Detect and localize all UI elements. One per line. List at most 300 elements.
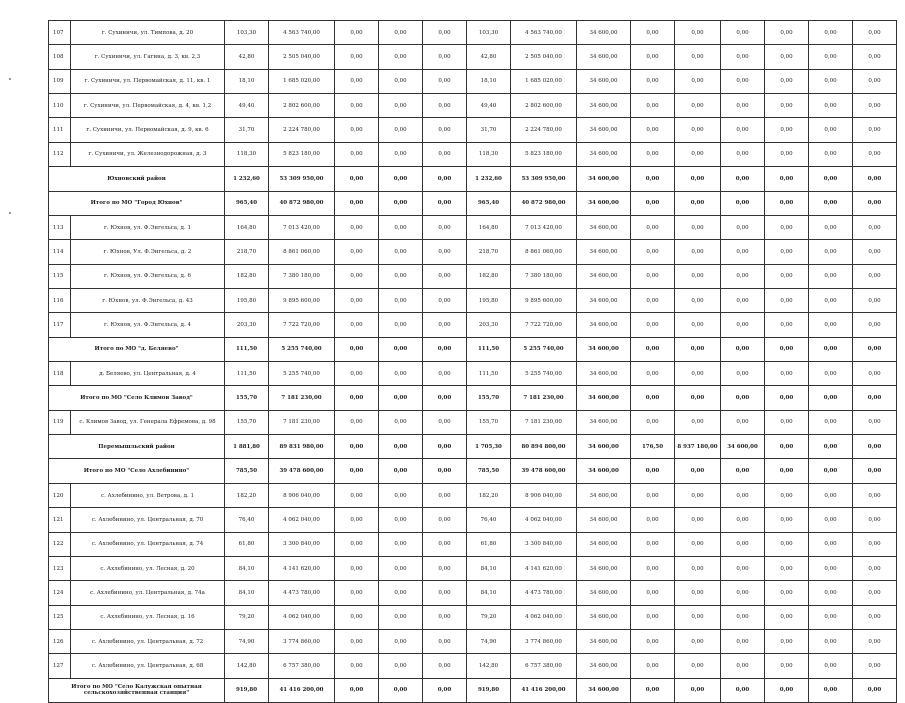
value-cell-v1: 0,00 [335, 215, 379, 239]
value-cell-v9: 0,00 [853, 288, 897, 312]
value-cell-v7: 0,00 [765, 605, 809, 629]
value-cell-v3: 0,00 [423, 167, 467, 191]
value-cell-v4: 0,00 [631, 21, 675, 45]
subtotal-label: Итого по МО "Село Калужская опытная сельскохозяйственная станция" [49, 678, 225, 702]
value-cell-price: 34 600,00 [577, 386, 631, 410]
value-cell-v6: 0,00 [721, 313, 765, 337]
address-cell: г. Юхнов, ул. Ф.Энгельса, д. 43 [71, 288, 225, 312]
value-cell-area2: 1 705,30 [467, 435, 511, 459]
value-cell-v4: 0,00 [631, 337, 675, 361]
value-cell-v5: 0,00 [675, 118, 721, 142]
value-cell-price: 34 600,00 [577, 410, 631, 434]
scan-speck [9, 212, 11, 214]
value-cell-cost: 7 380 180,00 [269, 264, 335, 288]
value-cell-area: 76,40 [225, 508, 269, 532]
value-cell-v2: 0,00 [379, 264, 423, 288]
value-cell-v1: 0,00 [335, 483, 379, 507]
value-cell-v3: 0,00 [423, 435, 467, 459]
value-cell-v6: 0,00 [721, 240, 765, 264]
value-cell-cost: 2 224 780,00 [269, 118, 335, 142]
value-cell-v1: 0,00 [335, 21, 379, 45]
value-cell-v3: 0,00 [423, 386, 467, 410]
value-cell-area2: 111,50 [467, 337, 511, 361]
value-cell-v7: 0,00 [765, 191, 809, 215]
value-cell-v3: 0,00 [423, 337, 467, 361]
address-cell: г. Сухиничи, ул. Гагина, д. 3, кв. 2,3 [71, 45, 225, 69]
address-cell: с. Ахлебинино, ул. Ветрова, д. 1 [71, 483, 225, 507]
value-cell-v3: 0,00 [423, 264, 467, 288]
value-cell-cost: 4 062 040,00 [269, 508, 335, 532]
value-cell-price: 34 600,00 [577, 605, 631, 629]
value-cell-v2: 0,00 [379, 556, 423, 580]
value-cell-v6: 0,00 [721, 556, 765, 580]
value-cell-v6: 0,00 [721, 69, 765, 93]
value-cell-v8: 0,00 [809, 288, 853, 312]
value-cell-v5: 0,00 [675, 386, 721, 410]
value-cell-v9: 0,00 [853, 362, 897, 386]
value-cell-price: 34 600,00 [577, 459, 631, 483]
value-cell-cost2: 7 013 420,00 [511, 215, 577, 239]
value-cell-v9: 0,00 [853, 69, 897, 93]
row-number: 125 [49, 605, 71, 629]
value-cell-v4: 0,00 [631, 264, 675, 288]
subtotal-label: Юхновский район [49, 167, 225, 191]
value-cell-v9: 0,00 [853, 532, 897, 556]
value-cell-v3: 0,00 [423, 142, 467, 166]
value-cell-cost: 4 062 040,00 [269, 605, 335, 629]
value-cell-area: 785,50 [225, 459, 269, 483]
value-cell-v6: 0,00 [721, 288, 765, 312]
subtotal-row [49, 337, 897, 361]
value-cell-v8: 0,00 [809, 386, 853, 410]
value-cell-cost: 7 181 230,00 [269, 410, 335, 434]
subtotal-label: Итого по МО "Город Юхнов" [49, 191, 225, 215]
value-cell-v6: 0,00 [721, 508, 765, 532]
value-cell-v7: 0,00 [765, 508, 809, 532]
value-cell-price: 34 600,00 [577, 69, 631, 93]
table-row [49, 410, 897, 434]
value-cell-v2: 0,00 [379, 288, 423, 312]
value-cell-v3: 0,00 [423, 605, 467, 629]
value-cell-v7: 0,00 [765, 410, 809, 434]
value-cell-area2: 31,70 [467, 118, 511, 142]
value-cell-v1: 0,00 [335, 69, 379, 93]
subtotal-row [49, 459, 897, 483]
value-cell-v9: 0,00 [853, 191, 897, 215]
value-cell-v8: 0,00 [809, 191, 853, 215]
value-cell-v7: 0,00 [765, 118, 809, 142]
value-cell-v4: 0,00 [631, 532, 675, 556]
value-cell-v3: 0,00 [423, 21, 467, 45]
value-cell-cost2: 39 478 600,00 [511, 459, 577, 483]
value-cell-v9: 0,00 [853, 556, 897, 580]
value-cell-v7: 0,00 [765, 386, 809, 410]
value-cell-v9: 0,00 [853, 215, 897, 239]
value-cell-cost2: 8 861 060,00 [511, 240, 577, 264]
value-cell-cost: 5 255 740,00 [269, 362, 335, 386]
value-cell-v7: 0,00 [765, 264, 809, 288]
value-cell-v2: 0,00 [379, 69, 423, 93]
value-cell-area2: 218,70 [467, 240, 511, 264]
value-cell-v8: 0,00 [809, 435, 853, 459]
value-cell-v8: 0,00 [809, 45, 853, 69]
value-cell-cost: 4 563 740,00 [269, 21, 335, 45]
address-cell: с. Климов Завод, ул. Генерала Ефремова, д. 98 [71, 410, 225, 434]
value-cell-v4: 0,00 [631, 581, 675, 605]
value-cell-v4: 0,00 [631, 678, 675, 702]
value-cell-area: 103,30 [225, 21, 269, 45]
value-cell-price: 34 600,00 [577, 435, 631, 459]
value-cell-cost2: 40 872 980,00 [511, 191, 577, 215]
value-cell-v6: 0,00 [721, 410, 765, 434]
value-cell-area2: 142,80 [467, 654, 511, 678]
value-cell-cost2: 4 141 620,00 [511, 556, 577, 580]
value-cell-area2: 103,30 [467, 21, 511, 45]
value-cell-price: 34 600,00 [577, 215, 631, 239]
value-cell-v5: 0,00 [675, 337, 721, 361]
value-cell-v4: 0,00 [631, 556, 675, 580]
value-cell-price: 34 600,00 [577, 167, 631, 191]
value-cell-v6: 0,00 [721, 45, 765, 69]
value-cell-v1: 0,00 [335, 556, 379, 580]
row-number: 116 [49, 288, 71, 312]
value-cell-v5: 0,00 [675, 69, 721, 93]
value-cell-v1: 0,00 [335, 435, 379, 459]
value-cell-v8: 0,00 [809, 678, 853, 702]
value-cell-v8: 0,00 [809, 483, 853, 507]
value-cell-cost: 41 416 200,00 [269, 678, 335, 702]
value-cell-v1: 0,00 [335, 264, 379, 288]
value-cell-cost: 2 505 040,00 [269, 45, 335, 69]
value-cell-area: 182,20 [225, 483, 269, 507]
value-cell-v4: 0,00 [631, 313, 675, 337]
value-cell-v4: 0,00 [631, 459, 675, 483]
value-cell-area: 919,80 [225, 678, 269, 702]
value-cell-area: 79,20 [225, 605, 269, 629]
value-cell-area2: 195,80 [467, 288, 511, 312]
value-cell-v9: 0,00 [853, 605, 897, 629]
value-cell-v4: 0,00 [631, 362, 675, 386]
value-cell-v2: 0,00 [379, 240, 423, 264]
value-cell-v7: 0,00 [765, 556, 809, 580]
table-row [49, 45, 897, 69]
value-cell-v1: 0,00 [335, 410, 379, 434]
value-cell-cost: 4 141 620,00 [269, 556, 335, 580]
value-cell-v2: 0,00 [379, 142, 423, 166]
value-cell-v2: 0,00 [379, 21, 423, 45]
value-cell-cost: 40 872 980,00 [269, 191, 335, 215]
value-cell-cost2: 7 181 230,00 [511, 410, 577, 434]
value-cell-v8: 0,00 [809, 69, 853, 93]
value-cell-v6: 0,00 [721, 337, 765, 361]
row-number: 127 [49, 654, 71, 678]
value-cell-cost2: 5 255 740,00 [511, 362, 577, 386]
value-cell-v9: 0,00 [853, 94, 897, 118]
value-cell-v1: 0,00 [335, 118, 379, 142]
address-cell: с. Ахлебинино, ул. Центральная, д. 74 [71, 532, 225, 556]
value-cell-v8: 0,00 [809, 21, 853, 45]
value-cell-v3: 0,00 [423, 581, 467, 605]
value-cell-v5: 0,00 [675, 605, 721, 629]
value-cell-v5: 0,00 [675, 483, 721, 507]
value-cell-v3: 0,00 [423, 654, 467, 678]
value-cell-v7: 0,00 [765, 94, 809, 118]
value-cell-area: 195,80 [225, 288, 269, 312]
value-cell-cost2: 4 062 040,00 [511, 508, 577, 532]
row-number: 107 [49, 21, 71, 45]
value-cell-area: 74,90 [225, 629, 269, 653]
value-cell-v1: 0,00 [335, 386, 379, 410]
value-cell-area: 965,40 [225, 191, 269, 215]
value-cell-v2: 0,00 [379, 581, 423, 605]
value-cell-v8: 0,00 [809, 410, 853, 434]
table-row [49, 215, 897, 239]
value-cell-area2: 111,50 [467, 362, 511, 386]
value-cell-v3: 0,00 [423, 459, 467, 483]
value-cell-price: 34 600,00 [577, 629, 631, 653]
value-cell-v9: 0,00 [853, 629, 897, 653]
value-cell-v9: 0,00 [853, 654, 897, 678]
value-cell-v4: 0,00 [631, 654, 675, 678]
value-cell-v8: 0,00 [809, 605, 853, 629]
value-cell-v8: 0,00 [809, 629, 853, 653]
table-row [49, 94, 897, 118]
row-number: 126 [49, 629, 71, 653]
row-number: 113 [49, 215, 71, 239]
value-cell-v7: 0,00 [765, 142, 809, 166]
address-cell: г. Юхнов, ул. Ф.Энгельса, д. 1 [71, 215, 225, 239]
value-cell-v5: 0,00 [675, 532, 721, 556]
value-cell-price: 34 600,00 [577, 21, 631, 45]
value-cell-v4: 0,00 [631, 45, 675, 69]
value-cell-v1: 0,00 [335, 94, 379, 118]
value-cell-area2: 84,10 [467, 581, 511, 605]
value-cell-v8: 0,00 [809, 118, 853, 142]
value-cell-cost2: 7 722 720,00 [511, 313, 577, 337]
address-cell: г. Сухиничи, ул. Первомайская, д. 4, кв. 1,2 [71, 94, 225, 118]
value-cell-v3: 0,00 [423, 410, 467, 434]
address-cell: г. Сухиничи, ул. Первомайская, д. 9, кв. 6 [71, 118, 225, 142]
value-cell-v7: 0,00 [765, 288, 809, 312]
address-cell: д. Беляево, ул. Центральная, д. 4 [71, 362, 225, 386]
value-cell-v1: 0,00 [335, 337, 379, 361]
value-cell-v9: 0,00 [853, 240, 897, 264]
value-cell-v7: 0,00 [765, 215, 809, 239]
value-cell-v9: 0,00 [853, 21, 897, 45]
address-cell: с. Ахлебинино, ул. Центральная, д. 68 [71, 654, 225, 678]
value-cell-v7: 0,00 [765, 313, 809, 337]
value-cell-price: 34 600,00 [577, 556, 631, 580]
value-cell-v9: 0,00 [853, 142, 897, 166]
value-cell-v2: 0,00 [379, 678, 423, 702]
value-cell-v9: 0,00 [853, 45, 897, 69]
value-cell-v6: 0,00 [721, 483, 765, 507]
value-cell-v6: 0,00 [721, 142, 765, 166]
value-cell-v5: 0,00 [675, 459, 721, 483]
value-cell-v6: 0,00 [721, 264, 765, 288]
table-row [49, 240, 897, 264]
value-cell-v7: 0,00 [765, 337, 809, 361]
value-cell-v5: 0,00 [675, 654, 721, 678]
value-cell-area: 61,80 [225, 532, 269, 556]
value-cell-v3: 0,00 [423, 313, 467, 337]
value-cell-area: 118,30 [225, 142, 269, 166]
address-cell: г. Сухиничи, ул. Тимпова, д. 20 [71, 21, 225, 45]
value-cell-v3: 0,00 [423, 288, 467, 312]
value-cell-cost2: 53 309 950,00 [511, 167, 577, 191]
value-cell-price: 34 600,00 [577, 508, 631, 532]
value-cell-cost2: 4 473 780,00 [511, 581, 577, 605]
value-cell-v4: 0,00 [631, 69, 675, 93]
value-cell-area: 49,40 [225, 94, 269, 118]
value-cell-v5: 0,00 [675, 581, 721, 605]
value-cell-cost2: 80 894 800,00 [511, 435, 577, 459]
value-cell-v5: 0,00 [675, 142, 721, 166]
address-cell: с. Ахлебинино, ул. Центральная, д. 72 [71, 629, 225, 653]
value-cell-v6: 0,00 [721, 459, 765, 483]
value-cell-v9: 0,00 [853, 386, 897, 410]
value-cell-v8: 0,00 [809, 142, 853, 166]
value-cell-v6: 0,00 [721, 629, 765, 653]
value-cell-v7: 0,00 [765, 654, 809, 678]
value-cell-v9: 0,00 [853, 483, 897, 507]
value-cell-price: 34 600,00 [577, 45, 631, 69]
register-table [48, 20, 897, 703]
value-cell-v9: 0,00 [853, 167, 897, 191]
value-cell-v8: 0,00 [809, 654, 853, 678]
value-cell-v3: 0,00 [423, 629, 467, 653]
value-cell-v4: 0,00 [631, 605, 675, 629]
value-cell-v1: 0,00 [335, 605, 379, 629]
value-cell-area2: 76,40 [467, 508, 511, 532]
value-cell-cost: 89 831 980,00 [269, 435, 335, 459]
value-cell-v9: 0,00 [853, 118, 897, 142]
value-cell-cost: 3 300 840,00 [269, 532, 335, 556]
value-cell-v5: 0,00 [675, 508, 721, 532]
value-cell-cost2: 6 757 380,00 [511, 654, 577, 678]
value-cell-price: 34 600,00 [577, 678, 631, 702]
value-cell-v5: 0,00 [675, 215, 721, 239]
value-cell-v1: 0,00 [335, 288, 379, 312]
value-cell-v6: 0,00 [721, 215, 765, 239]
value-cell-v5: 0,00 [675, 167, 721, 191]
address-cell: г. Сухиничи, ул. Первомайская, д. 11, кв. 1 [71, 69, 225, 93]
value-cell-price: 34 600,00 [577, 581, 631, 605]
value-cell-v7: 0,00 [765, 532, 809, 556]
value-cell-v4: 0,00 [631, 240, 675, 264]
value-cell-v6: 0,00 [721, 118, 765, 142]
value-cell-price: 34 600,00 [577, 264, 631, 288]
value-cell-area2: 203,30 [467, 313, 511, 337]
value-cell-v5: 0,00 [675, 264, 721, 288]
value-cell-price: 34 600,00 [577, 288, 631, 312]
value-cell-area2: 18,10 [467, 69, 511, 93]
row-number: 111 [49, 118, 71, 142]
value-cell-v3: 0,00 [423, 94, 467, 118]
value-cell-area2: 61,80 [467, 532, 511, 556]
value-cell-cost2: 41 416 200,00 [511, 678, 577, 702]
value-cell-v4: 0,00 [631, 483, 675, 507]
value-cell-cost: 7 181 230,00 [269, 386, 335, 410]
value-cell-area2: 965,40 [467, 191, 511, 215]
value-cell-v9: 0,00 [853, 459, 897, 483]
table-body [49, 21, 897, 703]
value-cell-cost2: 7 380 180,00 [511, 264, 577, 288]
value-cell-v1: 0,00 [335, 678, 379, 702]
value-cell-v7: 0,00 [765, 435, 809, 459]
value-cell-v2: 0,00 [379, 118, 423, 142]
value-cell-v7: 0,00 [765, 678, 809, 702]
value-cell-cost2: 3 300 840,00 [511, 532, 577, 556]
value-cell-v4: 176,50 [631, 435, 675, 459]
value-cell-v5: 0,00 [675, 556, 721, 580]
value-cell-area: 31,70 [225, 118, 269, 142]
value-cell-area: 1 232,60 [225, 167, 269, 191]
value-cell-v7: 0,00 [765, 45, 809, 69]
value-cell-cost: 5 823 180,00 [269, 142, 335, 166]
value-cell-area2: 182,80 [467, 264, 511, 288]
address-cell: г. Юхнов, ул. Ф.Энгельса, д. 4 [71, 313, 225, 337]
value-cell-area: 155,70 [225, 410, 269, 434]
address-cell: г. Юхнов, ул. Ф.Энгельса, д. 6 [71, 264, 225, 288]
value-cell-area: 18,10 [225, 69, 269, 93]
value-cell-cost2: 9 895 600,00 [511, 288, 577, 312]
value-cell-v5: 0,00 [675, 191, 721, 215]
value-cell-v3: 0,00 [423, 240, 467, 264]
value-cell-cost: 7 013 420,00 [269, 215, 335, 239]
value-cell-cost2: 2 505 040,00 [511, 45, 577, 69]
value-cell-v5: 0,00 [675, 678, 721, 702]
value-cell-v2: 0,00 [379, 410, 423, 434]
value-cell-v5: 0,00 [675, 313, 721, 337]
value-cell-v9: 0,00 [853, 410, 897, 434]
value-cell-v9: 0,00 [853, 581, 897, 605]
value-cell-price: 34 600,00 [577, 532, 631, 556]
value-cell-cost2: 4 062 040,00 [511, 605, 577, 629]
value-cell-v8: 0,00 [809, 215, 853, 239]
row-number: 119 [49, 410, 71, 434]
value-cell-area2: 49,40 [467, 94, 511, 118]
value-cell-v2: 0,00 [379, 191, 423, 215]
table-row [49, 313, 897, 337]
address-cell: с. Ахлебинино, ул. Лесная, д. 20 [71, 556, 225, 580]
row-number: 112 [49, 142, 71, 166]
value-cell-area2: 164,80 [467, 215, 511, 239]
value-cell-v3: 0,00 [423, 215, 467, 239]
value-cell-cost2: 8 906 040,00 [511, 483, 577, 507]
value-cell-v9: 0,00 [853, 264, 897, 288]
value-cell-v3: 0,00 [423, 362, 467, 386]
value-cell-v6: 0,00 [721, 532, 765, 556]
value-cell-v4: 0,00 [631, 410, 675, 434]
subtotal-label: Итого по МО "Село Ахлебинино" [49, 459, 225, 483]
value-cell-v2: 0,00 [379, 45, 423, 69]
value-cell-v2: 0,00 [379, 654, 423, 678]
address-cell: г. Сухиничи, ул. Железнодорожная, д. 3 [71, 142, 225, 166]
value-cell-v7: 0,00 [765, 483, 809, 507]
table-row [49, 264, 897, 288]
value-cell-area: 155,70 [225, 386, 269, 410]
value-cell-v9: 0,00 [853, 435, 897, 459]
value-cell-price: 34 600,00 [577, 313, 631, 337]
value-cell-v2: 0,00 [379, 483, 423, 507]
value-cell-v7: 0,00 [765, 581, 809, 605]
table-row [49, 142, 897, 166]
value-cell-v2: 0,00 [379, 386, 423, 410]
value-cell-v7: 0,00 [765, 69, 809, 93]
table-row [49, 605, 897, 629]
value-cell-v1: 0,00 [335, 532, 379, 556]
